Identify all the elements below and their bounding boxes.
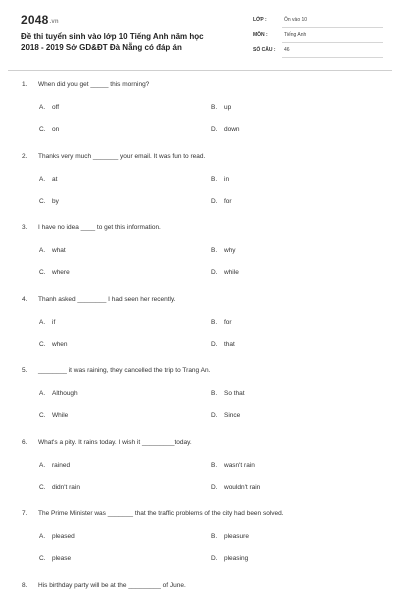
option-text: at: [52, 175, 58, 183]
logo-brand: 2048: [21, 13, 49, 27]
option-c[interactable]: [39, 269, 70, 276]
option-text: wouldn't rain: [224, 483, 261, 491]
option-letter: B.: [211, 318, 218, 326]
logo-suffix: .vn: [49, 19, 59, 25]
meta-divider: [282, 57, 383, 58]
meta-subject: [253, 30, 383, 45]
question-list: [0, 78, 400, 600]
option-text: So that: [224, 390, 245, 397]
option-text: on: [52, 126, 60, 133]
option-b[interactable]: [211, 533, 249, 540]
option-letter: A.: [39, 318, 46, 326]
option-d[interactable]: [211, 198, 232, 205]
option-b[interactable]: [211, 390, 245, 397]
option-letter: C.: [39, 555, 46, 562]
option-letter: C.: [39, 126, 46, 133]
option-text: for: [224, 197, 232, 205]
option-text: Although: [52, 390, 78, 397]
meta-divider: [282, 27, 383, 28]
question-prompt: I have no idea ____ to get this information.: [38, 224, 161, 231]
option-letter: A.: [39, 247, 46, 254]
question-prompt: Thanh asked ________ I had seen her recently.: [38, 295, 176, 303]
option-text: rained: [52, 461, 71, 469]
exam-meta: [253, 15, 383, 60]
question-prompt: The Prime Minister was _______ that the traffic problems of the city had been solved.: [38, 510, 284, 517]
option-letter: B.: [211, 390, 218, 397]
option-text: up: [224, 104, 232, 111]
question-item: [0, 150, 400, 222]
option-c[interactable]: [39, 484, 80, 491]
option-letter: A.: [39, 104, 46, 111]
option-text: down: [224, 126, 240, 133]
option-text: when: [52, 340, 68, 348]
question-prompt: Thanks very much _______ your email. It was fun to read.: [38, 152, 206, 160]
option-a[interactable]: [39, 533, 75, 540]
option-d[interactable]: [211, 126, 240, 133]
site-logo[interactable]: [21, 13, 59, 27]
meta-subject-label: MÔN :: [253, 32, 268, 38]
question-number: 1.: [22, 81, 28, 88]
question-item: [0, 579, 400, 600]
question-text: [22, 153, 205, 160]
question-text: [22, 81, 149, 88]
option-text: why: [224, 247, 236, 254]
meta-class-value: Ôn vào 10: [284, 17, 308, 23]
meta-class-label: LỚP :: [253, 17, 267, 23]
option-c[interactable]: [39, 555, 71, 562]
option-text: wasn't rain: [224, 461, 255, 469]
option-c[interactable]: [39, 198, 59, 205]
option-text: for: [224, 318, 232, 326]
option-a[interactable]: [39, 247, 66, 254]
option-letter: B.: [211, 533, 218, 540]
option-text: while: [224, 269, 239, 276]
meta-count-label: SỐ CÂU :: [253, 47, 276, 53]
option-c[interactable]: [39, 412, 68, 419]
option-letter: B.: [211, 461, 218, 469]
option-letter: B.: [211, 247, 218, 254]
option-d[interactable]: [211, 412, 240, 419]
option-letter: D.: [211, 555, 218, 562]
option-letter: D.: [211, 340, 218, 348]
option-a[interactable]: [39, 462, 70, 469]
question-item: [0, 436, 400, 508]
page-title: Đề thi tuyển sinh vào lớp 10 Tiếng Anh năm học 2018 - 2019 Sở GD&ĐT Đà Nẵng có đáp án: [21, 32, 204, 52]
option-text: in: [224, 175, 230, 183]
option-letter: D.: [211, 483, 218, 491]
option-letter: C.: [39, 269, 46, 276]
option-letter: C.: [39, 483, 46, 491]
meta-subject-value: Tiếng Anh: [284, 32, 307, 38]
option-text: where: [52, 269, 70, 276]
question-text: [22, 296, 176, 303]
option-text: pleased: [52, 533, 75, 540]
question-number: 7.: [22, 510, 28, 517]
question-item: [0, 78, 400, 150]
question-number: 2.: [22, 152, 28, 160]
question-item: [0, 221, 400, 293]
question-prompt: When did you get _____ this morning?: [38, 81, 150, 88]
meta-class: [253, 15, 383, 30]
meta-count: [253, 45, 383, 60]
option-a[interactable]: [39, 319, 55, 326]
option-a[interactable]: [39, 176, 57, 183]
option-letter: A.: [39, 533, 46, 540]
question-number: 4.: [22, 295, 28, 303]
question-prompt: What's a pity. It rains today. I wish it _________today.: [38, 438, 192, 446]
option-c[interactable]: [39, 341, 68, 348]
option-text: Since: [224, 412, 241, 419]
option-letter: C.: [39, 412, 46, 419]
question-number: 5.: [22, 367, 28, 374]
option-d[interactable]: [211, 269, 239, 276]
meta-divider: [282, 42, 383, 43]
question-number: 8.: [22, 581, 28, 589]
option-b[interactable]: [211, 462, 255, 469]
question-text: [22, 510, 284, 517]
option-letter: A.: [39, 461, 46, 469]
option-letter: A.: [39, 390, 46, 397]
question-item: [0, 507, 400, 579]
option-text: didn't rain: [52, 483, 80, 491]
option-b[interactable]: [211, 319, 232, 326]
question-item: [0, 364, 400, 436]
option-d[interactable]: [211, 484, 260, 491]
question-number: 3.: [22, 224, 28, 231]
option-letter: D.: [211, 197, 218, 205]
option-letter: B.: [211, 175, 218, 183]
option-letter: B.: [211, 104, 218, 111]
page-header: [0, 0, 400, 70]
option-text: by: [52, 197, 59, 205]
question-number: 6.: [22, 438, 28, 446]
option-b[interactable]: [211, 104, 231, 111]
question-text: [22, 582, 186, 589]
option-text: pleasing: [224, 555, 249, 562]
option-a[interactable]: [39, 104, 59, 111]
meta-count-value: 46: [284, 47, 290, 53]
option-c[interactable]: [39, 126, 59, 133]
question-item: [0, 293, 400, 365]
option-b[interactable]: [211, 247, 236, 254]
option-letter: C.: [39, 197, 46, 205]
option-letter: C.: [39, 340, 46, 348]
question-text: [22, 439, 192, 446]
question-prompt: ________ it was raining, they cancelled the trip to Trang An.: [38, 367, 211, 374]
option-text: that: [224, 340, 235, 348]
question-prompt: His birthday party will be at the _________ of June.: [38, 581, 186, 589]
option-text: While: [52, 412, 69, 419]
question-text: [22, 367, 210, 374]
header-divider: [8, 70, 392, 71]
option-a[interactable]: [39, 390, 78, 397]
option-letter: D.: [211, 412, 218, 419]
option-letter: D.: [211, 126, 218, 133]
option-text: what: [52, 247, 66, 254]
option-letter: D.: [211, 269, 218, 276]
option-text: pleasure: [224, 533, 249, 540]
option-d[interactable]: [211, 555, 248, 562]
option-letter: A.: [39, 175, 46, 183]
option-text: please: [52, 555, 72, 562]
option-text: off: [52, 104, 60, 111]
question-text: [22, 224, 161, 231]
option-text: if: [52, 318, 56, 326]
option-d[interactable]: [211, 341, 235, 348]
option-b[interactable]: [211, 176, 229, 183]
